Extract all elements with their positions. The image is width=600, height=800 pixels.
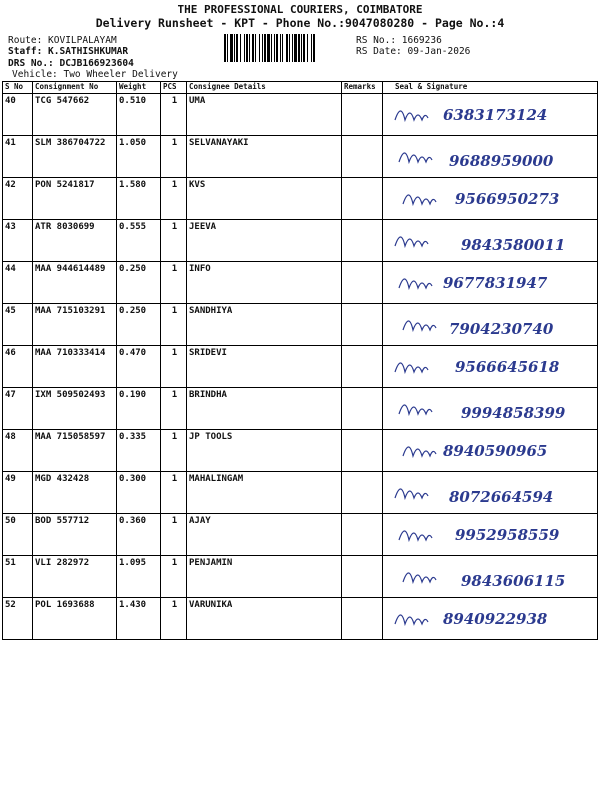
handwritten-signature	[383, 262, 600, 302]
row-signature	[383, 598, 598, 640]
company-title: THE PROFESSIONAL COURIERS, COIMBATORE	[177, 3, 423, 16]
handwritten-phone: 9677831947	[443, 274, 548, 292]
row-remarks	[342, 598, 383, 640]
handwritten-signature	[383, 94, 600, 134]
table-row	[3, 94, 598, 136]
row-remarks	[342, 430, 383, 472]
handwritten-phone: 8072664594	[449, 488, 554, 506]
handwritten-phone: 9843606115	[461, 572, 566, 590]
handwritten-phone: 9566645618	[455, 358, 560, 376]
row-pcs: 1	[161, 430, 187, 472]
row-consignment: TCG 547662	[33, 94, 117, 136]
barcode	[224, 34, 348, 62]
table-row	[3, 262, 598, 304]
handwritten-signature	[383, 304, 600, 344]
row-weight: 0.360	[117, 514, 161, 556]
row-pcs: 1	[161, 136, 187, 178]
row-pcs: 1	[161, 94, 187, 136]
row-remarks	[342, 262, 383, 304]
row-weight: 1.580	[117, 178, 161, 220]
runsheet-subtitle: Delivery Runsheet - KPT - Phone No.:9047080280 - Page No.:4	[95, 16, 505, 30]
handwritten-signature	[383, 136, 600, 176]
row-remarks	[342, 304, 383, 346]
row-sno: 44	[3, 262, 33, 304]
row-signature	[383, 388, 598, 430]
row-consignment: ATR 8030699	[33, 220, 117, 262]
row-remarks	[342, 346, 383, 388]
col-seal-signature: Seal & Signature	[383, 82, 598, 94]
handwritten-phone: 7904230740	[449, 320, 554, 338]
row-sno: 43	[3, 220, 33, 262]
row-remarks	[342, 136, 383, 178]
rs-date: RS Date: 09-Jan-2026	[356, 46, 471, 57]
row-weight: 0.335	[117, 430, 161, 472]
row-consignment: IXM 509502493	[33, 388, 117, 430]
row-consignment: MGD 432428	[33, 472, 117, 514]
row-sno: 45	[3, 304, 33, 346]
col-consignee: Consignee Details	[187, 82, 342, 94]
table-row	[3, 430, 598, 472]
row-weight: 1.430	[117, 598, 161, 640]
route-label: Route: KOVILPALAYAM	[8, 35, 117, 46]
row-weight: 1.050	[117, 136, 161, 178]
runsheet-table	[2, 81, 598, 640]
row-sno: 46	[3, 346, 33, 388]
row-pcs: 1	[161, 388, 187, 430]
row-signature	[383, 430, 598, 472]
row-sno: 51	[3, 556, 33, 598]
table-header-row	[3, 82, 598, 94]
row-consignee: SANDHIYA	[187, 304, 342, 346]
row-consignee: UMA	[187, 94, 342, 136]
handwritten-phone: 8940590965	[443, 442, 548, 460]
row-remarks	[342, 472, 383, 514]
table-row	[3, 220, 598, 262]
row-signature	[383, 94, 598, 136]
row-signature	[383, 514, 598, 556]
row-consignment: SLM 386704722	[33, 136, 117, 178]
handwritten-signature	[383, 220, 600, 260]
handwritten-phone: 9688959000	[449, 152, 554, 170]
row-pcs: 1	[161, 346, 187, 388]
table-row	[3, 556, 598, 598]
row-weight: 0.555	[117, 220, 161, 262]
row-weight: 0.300	[117, 472, 161, 514]
col-remarks: Remarks	[342, 82, 383, 94]
row-consignee: JP TOOLS	[187, 430, 342, 472]
row-pcs: 1	[161, 262, 187, 304]
row-pcs: 1	[161, 472, 187, 514]
row-consignment: POL 1693688	[33, 598, 117, 640]
row-sno: 50	[3, 514, 33, 556]
row-consignee: JEEVA	[187, 220, 342, 262]
col-sno: S No	[3, 82, 33, 94]
row-signature	[383, 304, 598, 346]
row-pcs: 1	[161, 556, 187, 598]
row-pcs: 1	[161, 178, 187, 220]
row-consignee: MAHALINGAM	[187, 472, 342, 514]
row-signature	[383, 178, 598, 220]
table-row	[3, 388, 598, 430]
row-pcs: 1	[161, 514, 187, 556]
row-consignment: PON 5241817	[33, 178, 117, 220]
table-row	[3, 598, 598, 640]
table-row	[3, 514, 598, 556]
col-pcs: PCS	[161, 82, 187, 94]
row-signature	[383, 220, 598, 262]
row-pcs: 1	[161, 598, 187, 640]
row-sno: 42	[3, 178, 33, 220]
table-row	[3, 346, 598, 388]
row-consignment: MAA 944614489	[33, 262, 117, 304]
row-sno: 48	[3, 430, 33, 472]
handwritten-phone: 9994858399	[461, 404, 566, 422]
handwritten-phone: 9843580011	[461, 236, 566, 254]
vehicle-label: Vehicle: Two Wheeler Delivery	[12, 69, 178, 80]
handwritten-signature	[383, 556, 600, 596]
col-consignment: Consignment No	[33, 82, 117, 94]
row-pcs: 1	[161, 304, 187, 346]
row-consignee: INFO	[187, 262, 342, 304]
row-remarks	[342, 388, 383, 430]
drs-number: DRS No.: DCJB166923604	[8, 58, 134, 69]
row-weight: 0.250	[117, 304, 161, 346]
row-pcs: 1	[161, 220, 187, 262]
row-consignee: KVS	[187, 178, 342, 220]
handwritten-signature	[383, 346, 600, 386]
row-consignment: MAA 715058597	[33, 430, 117, 472]
row-consignment: MAA 710333414	[33, 346, 117, 388]
table-row	[3, 178, 598, 220]
row-signature	[383, 262, 598, 304]
handwritten-signature	[383, 472, 600, 512]
row-consignment: VLI 282972	[33, 556, 117, 598]
row-signature	[383, 136, 598, 178]
row-consignee: BRINDHA	[187, 388, 342, 430]
row-sno: 49	[3, 472, 33, 514]
row-signature	[383, 472, 598, 514]
row-weight: 0.190	[117, 388, 161, 430]
handwritten-signature	[383, 598, 600, 638]
row-weight: 0.510	[117, 94, 161, 136]
staff-label: Staff: K.SATHISHKUMAR	[8, 46, 129, 57]
row-consignee: SRIDEVI	[187, 346, 342, 388]
row-weight: 0.250	[117, 262, 161, 304]
row-consignee: SELVANAYAKI	[187, 136, 342, 178]
row-weight: 0.470	[117, 346, 161, 388]
row-sno: 47	[3, 388, 33, 430]
row-remarks	[342, 178, 383, 220]
row-remarks	[342, 556, 383, 598]
row-consignment: MAA 715103291	[33, 304, 117, 346]
row-sno: 40	[3, 94, 33, 136]
table-row	[3, 136, 598, 178]
handwritten-phone: 9952958559	[455, 526, 560, 544]
handwritten-phone: 9566950273	[455, 190, 560, 208]
handwritten-phone: 6383173124	[443, 106, 548, 124]
col-weight: Weight	[117, 82, 161, 94]
table-row	[3, 472, 598, 514]
table-row	[3, 304, 598, 346]
row-sno: 41	[3, 136, 33, 178]
row-weight: 1.095	[117, 556, 161, 598]
handwritten-signature	[383, 430, 600, 470]
row-signature	[383, 556, 598, 598]
row-consignee: AJAY	[187, 514, 342, 556]
row-consignee: PENJAMIN	[187, 556, 342, 598]
row-consignment: BOD 557712	[33, 514, 117, 556]
row-signature	[383, 346, 598, 388]
handwritten-signature	[383, 514, 600, 554]
rs-number: RS No.: 1669236	[356, 35, 442, 46]
handwritten-signature	[383, 178, 600, 218]
row-remarks	[342, 94, 383, 136]
row-remarks	[342, 220, 383, 262]
handwritten-phone: 8940922938	[443, 610, 548, 628]
row-sno: 52	[3, 598, 33, 640]
handwritten-signature	[383, 388, 600, 428]
row-consignee: VARUNIKA	[187, 598, 342, 640]
row-remarks	[342, 514, 383, 556]
